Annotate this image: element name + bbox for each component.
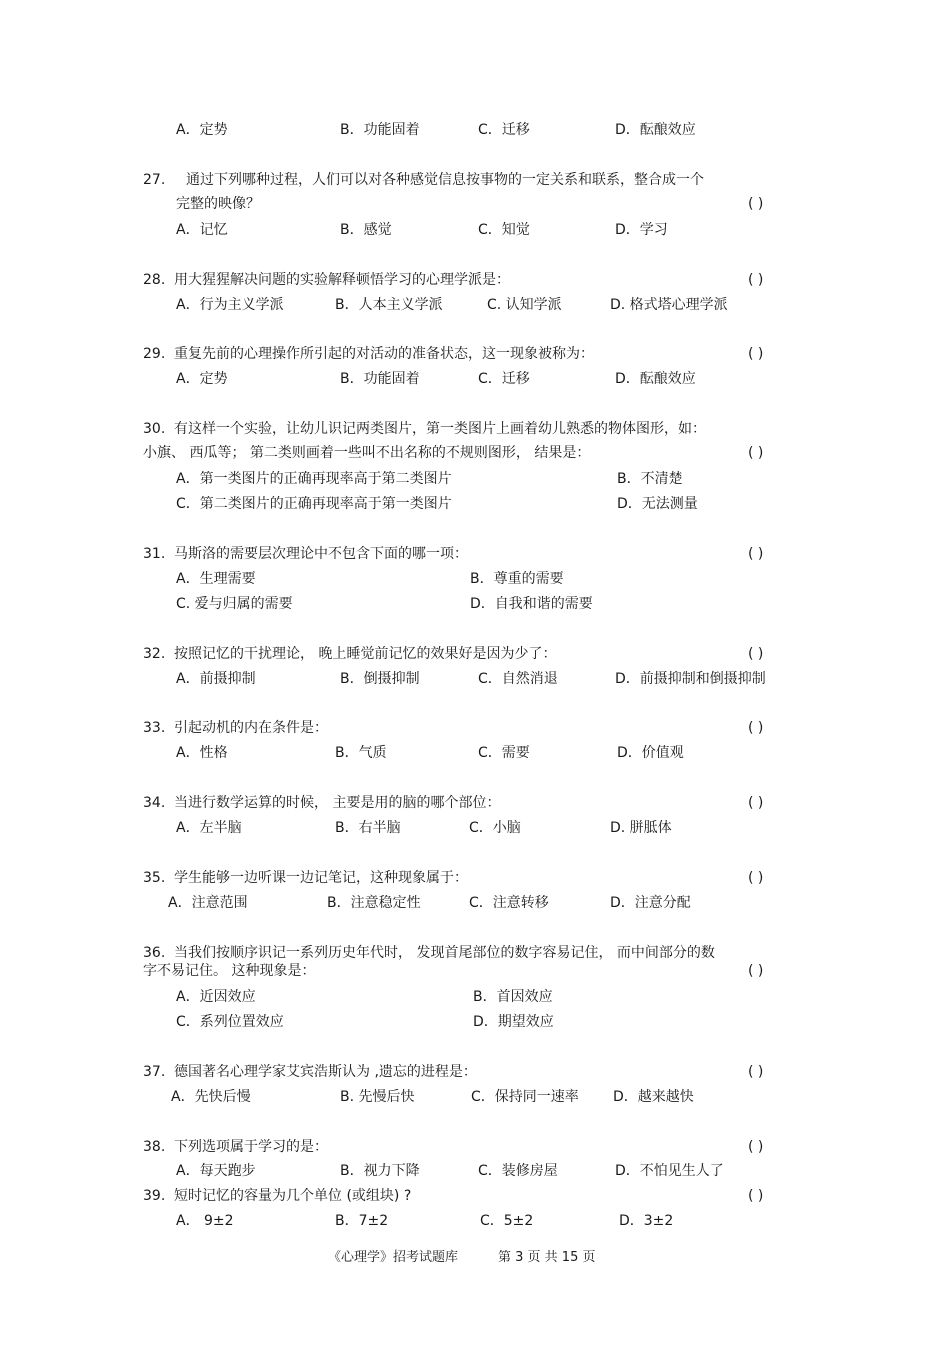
- option-d: D．自我和谐的需要: [470, 596, 593, 612]
- option-d: D．注意分配: [610, 895, 691, 911]
- option-d: D. 格式塔心理学派: [610, 297, 728, 313]
- option-c: C．知觉: [478, 222, 530, 238]
- answer-paren: ( ): [748, 720, 764, 736]
- question-number: 34.: [143, 795, 166, 811]
- option-b: B．尊重的需要: [470, 571, 564, 587]
- question-stem-line-1: 重复先前的心理操作所引起的对活动的准备状态，这一现象被称为：: [174, 346, 594, 362]
- question-stem-line-1: 当我们按顺序识记一系列历史年代时， 发现首尾部位的数字容易记住， 而中间部分的数: [174, 945, 715, 961]
- option-d: D．3±2: [619, 1213, 674, 1229]
- question-stem-line-1: 学生能够一边听课一边记笔记，这种现象属于：: [174, 870, 468, 886]
- book-title: 《心理学》招考试题库: [328, 1250, 459, 1265]
- option-a: A．生理需要: [176, 571, 256, 587]
- option-c: C．注意转移: [469, 895, 549, 911]
- option-b: B．人本主义学派: [335, 297, 443, 313]
- option-b: B．功能固着: [340, 122, 420, 138]
- option-c: C．保持同一速率: [471, 1089, 579, 1105]
- option-c: C．装修房屋: [478, 1163, 558, 1179]
- option-b: B．不清楚: [617, 471, 683, 487]
- option-c: C．需要: [478, 745, 530, 761]
- answer-paren: ( ): [748, 445, 764, 461]
- option-b: B．功能固着: [340, 371, 420, 387]
- option-a: A．定势: [176, 122, 228, 138]
- answer-paren: ( ): [748, 963, 764, 979]
- question-number: 32.: [143, 646, 166, 662]
- option-d: D．学习: [615, 222, 668, 238]
- option-d: D．酝酿效应: [615, 371, 696, 387]
- option-b: B．首因效应: [473, 989, 553, 1005]
- option-a: A．先快后慢: [171, 1089, 251, 1105]
- answer-paren: ( ): [748, 1064, 764, 1080]
- question-stem-line-1: 下列选项属于学习的是：: [174, 1139, 328, 1155]
- option-a: A．定势: [176, 371, 228, 387]
- page-number: 第 3 页 共 15 页: [498, 1250, 596, 1265]
- option-a: A．性格: [176, 745, 228, 761]
- question-number: 31.: [143, 546, 166, 562]
- option-a: A．记忆: [176, 222, 228, 238]
- option-a: A．行为主义学派: [176, 297, 284, 313]
- option-d: D．期望效应: [473, 1014, 554, 1030]
- option-a: A．每天跑步: [176, 1163, 256, 1179]
- answer-paren: ( ): [748, 870, 764, 886]
- option-c: C．迁移: [478, 371, 530, 387]
- option-d: D．价值观: [617, 745, 684, 761]
- question-stem-line-1: 有这样一个实验，让幼儿识记两类图片，第一类图片上画着幼儿熟悉的物体图形，如：: [174, 421, 706, 437]
- question-number: 37.: [143, 1064, 166, 1080]
- question-number: 35.: [143, 870, 166, 886]
- option-c: C．系列位置效应: [176, 1014, 284, 1030]
- question-stem-line-2: 小旗、 西瓜等； 第二类则画着一些叫不出名称的不规则图形， 结果是：: [143, 445, 591, 461]
- question-stem-line-1: 马斯洛的需要层次理论中不包含下面的哪一项：: [174, 546, 468, 562]
- option-a: A．注意范围: [168, 895, 248, 911]
- answer-paren: ( ): [748, 1188, 764, 1204]
- question-number: 28.: [143, 272, 166, 288]
- answer-paren: ( ): [748, 196, 764, 212]
- option-c: C．自然消退: [478, 671, 558, 687]
- option-c: C．小脑: [469, 820, 521, 836]
- question-stem-line-2: 完整的映像？: [176, 196, 260, 212]
- question-stem-line-1: 用大猩猩解决问题的实验解释顿悟学习的心理学派是：: [174, 272, 510, 288]
- option-d: D．酝酿效应: [615, 122, 696, 138]
- option-b: B．感觉: [340, 222, 392, 238]
- answer-paren: ( ): [748, 272, 764, 288]
- option-b: B．气质: [335, 745, 387, 761]
- option-a: A．前摄抑制: [176, 671, 256, 687]
- option-a: A．第一类图片的正确再现率高于第二类图片: [176, 471, 452, 487]
- question-number: 33.: [143, 720, 166, 736]
- option-b: B．7±2: [335, 1213, 389, 1229]
- option-c: C．5±2: [480, 1213, 534, 1229]
- option-d: D．无法测量: [617, 496, 698, 512]
- question-number: 29.: [143, 346, 166, 362]
- question-stem-line-1: 按照记忆的干扰理论， 晚上睡觉前记忆的效果好是因为少了：: [174, 646, 557, 662]
- option-a: A．左半脑: [176, 820, 242, 836]
- option-a: A．近因效应: [176, 989, 256, 1005]
- question-number: 27.: [143, 172, 166, 188]
- option-d: D．越来越快: [613, 1089, 694, 1105]
- option-b: B．右半脑: [335, 820, 401, 836]
- answer-paren: ( ): [748, 646, 764, 662]
- question-stem-line-1: 引起动机的内在条件是：: [174, 720, 328, 736]
- question-stem-line-1: 短时记忆的容量为几个单位 (或组块) ?: [174, 1188, 412, 1204]
- option-c: C．第二类图片的正确再现率高于第一类图片: [176, 496, 452, 512]
- question-stem-line-1: 通过下列哪种过程，人们可以对各种感觉信息按事物的一定关系和联系，整合成一个: [186, 172, 704, 188]
- option-d: D. 胼胝体: [610, 820, 672, 836]
- option-b: B．注意稳定性: [327, 895, 421, 911]
- option-a: A． 9±2: [176, 1213, 234, 1229]
- question-number: 36.: [143, 945, 166, 961]
- question-stem-line-2: 字不易记住。 这种现象是：: [143, 963, 316, 979]
- question-number: 30.: [143, 421, 166, 437]
- option-b: B．倒摄抑制: [340, 671, 420, 687]
- option-d: D．不怕见生人了: [615, 1163, 724, 1179]
- option-d: D．前摄抑制和倒摄抑制: [615, 671, 766, 687]
- answer-paren: ( ): [748, 346, 764, 362]
- option-c: C. 认知学派: [487, 297, 562, 313]
- question-stem-line-1: 当进行数学运算的时候， 主要是用的脑的哪个部位：: [174, 795, 501, 811]
- answer-paren: ( ): [748, 546, 764, 562]
- answer-paren: ( ): [748, 795, 764, 811]
- question-stem-line-1: 德国著名心理学家艾宾浩斯认为 ,遗忘的进程是：: [174, 1064, 477, 1080]
- option-b: B．视力下降: [340, 1163, 420, 1179]
- option-c: C．迁移: [478, 122, 530, 138]
- option-b: B. 先慢后快: [340, 1089, 415, 1105]
- answer-paren: ( ): [748, 1139, 764, 1155]
- question-number: 38.: [143, 1139, 166, 1155]
- question-number: 39.: [143, 1188, 166, 1204]
- option-c: C. 爱与归属的需要: [176, 596, 293, 612]
